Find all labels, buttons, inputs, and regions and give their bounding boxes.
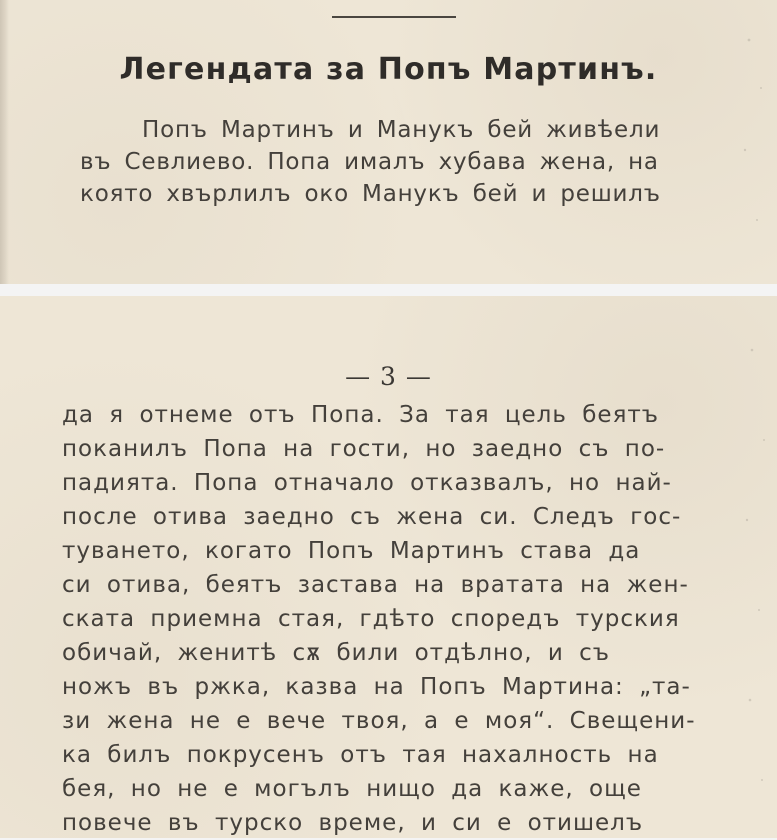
text-line: падията. Попа отначало отказвалъ, но най- bbox=[62, 470, 672, 496]
text-line: бея, но не е могълъ нищо да каже, още bbox=[62, 776, 642, 802]
paper-specks bbox=[717, 0, 777, 838]
top-scan-excerpt bbox=[0, 0, 777, 284]
text-line: повече въ турско време, и си е отишелъ bbox=[62, 810, 644, 836]
text-line: си отива, беятъ застава на вратата на жен- bbox=[62, 572, 689, 598]
page-number: — 3 — bbox=[345, 362, 432, 391]
text-line: зи жена не е вече твоя, а е моя“. Свещени- bbox=[62, 708, 696, 734]
continuation-paragraph bbox=[62, 398, 722, 840]
text-line: Попъ Мартинъ и Манукъ бей живѣели bbox=[142, 117, 661, 143]
opening-paragraph bbox=[80, 114, 720, 210]
text-line: поканилъ Попа на гости, но заедно съ по- bbox=[62, 436, 666, 462]
text-line: ножъ въ ржка, казва на Попъ Мартина: „та- bbox=[62, 674, 691, 700]
text-line: ка билъ покрусенъ отъ тая нахалность на bbox=[62, 742, 659, 768]
text-line: която хвърлилъ око Манукъ бей и решилъ bbox=[80, 181, 661, 207]
separator-rule bbox=[332, 16, 456, 18]
text-line: обичай, женитѣ сѫ били отдѣлно, и съ bbox=[62, 640, 611, 666]
text-line: въ Севлиево. Попа ималъ хубава жена, на bbox=[80, 149, 659, 175]
text-line: да я отнеме отъ Попа. За тая цель беятъ bbox=[62, 402, 660, 428]
text-line: после отива заедно съ жена си. Следъ гос- bbox=[62, 504, 682, 530]
legend-title: Легендата за Попъ Мартинъ. bbox=[119, 52, 658, 87]
text-line: ската приемна стая, гдѣто споредъ турския bbox=[62, 606, 680, 632]
page-edge bbox=[0, 0, 9, 284]
text-line: туването, когато Попъ Мартинъ става да bbox=[62, 538, 641, 564]
